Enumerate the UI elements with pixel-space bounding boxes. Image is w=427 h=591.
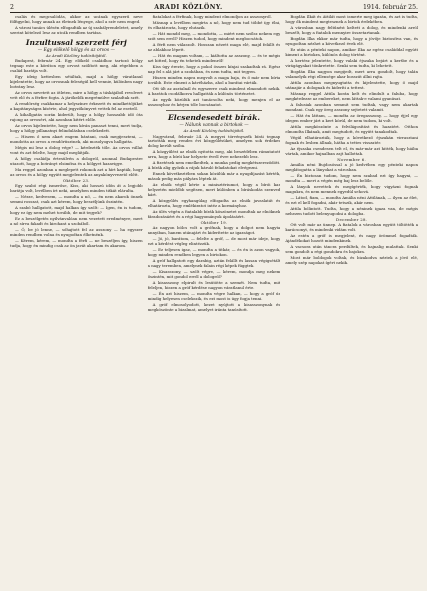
- paragraph: fiatalokat a férfinak, hogy mindent elmondjon az asszonyról.: [152, 15, 272, 19]
- page-number: 2: [10, 4, 14, 11]
- paragraph: Egy ideig kettesben sétáltak, majd a hölgy váratlanul kijelentette, hogy az orvosnak feleségül kell vennie, különben nagy botrány lesz.: [10, 74, 143, 89]
- col2-top-text: [148, 15, 281, 108]
- newspaper-title: ARADI KÖZLÖNY.: [154, 4, 223, 11]
- paragraph: Másnap a levélben megírta a nő, hogy nem tud többé így élni, és elhatározta, hogy elutazik.: [147, 20, 281, 30]
- section-dateline: Október 19.: [200, 220, 228, 225]
- paragraph: Bogdán Ilka ekkor már tudta, hogy a jövője biztosítva van, és nyugodtan nézhet a következő évek elé.: [285, 36, 418, 46]
- paragraph: Most már boldogok voltak, és bizakodva néztek a jövő elé, amely szép napokat ígért nekik.: [285, 255, 418, 265]
- paragraph: A közgyűlést az elnök nyitotta meg, aki beszédében rámutatott arra, hogy a bírói kar helyzete évről évre nehezebb lesz.: [147, 149, 281, 159]
- paragraph: A falusiak azonban semmit sem tudtak, vagy nem akartak mondani. Csak egy öreg asszony sejtetett valamit.: [285, 102, 418, 112]
- paragraph: csalás és megcsalódás, akkor az ucának egyszerű neve fölfigyelni, hogy annak az életnek lényege, ahol a szív nem enged.: [10, 15, 143, 24]
- serial-story-text: [285, 15, 418, 157]
- paragraph: Az orvos kijelentette, hogy nem kíván panaszt tenni, mert tudja, hogy a hölgy pillanatnyi felindulásban cselekedett.: [10, 122, 143, 133]
- paragraph: Az orvos nevetett az ötleten, mire a hölgy a táskájából revolvert vett elő és a férfire fogta. A járókelők megrémülve szaladtak szét.: [10, 89, 143, 100]
- article-byline: Az Aradi Közlöny tudósítójától.: [45, 52, 107, 58]
- paragraph: Ma reggel azonban a meglepett rokonok azt a hírt kapták, hogy az orvos és a hölgy együtt megjelentek az anyakönyvvezető előtt.: [10, 166, 143, 177]
- paragraph: Attila azonban megnyugtatta és kijelentette, hogy ő majd utánajár a dolognak és kideríti a tettest.: [285, 80, 418, 90]
- paragraph: A lányok nevettek és megígérték, hogy vigyázni fognak magukra, és nem mennek egyedül sehová.: [285, 184, 418, 194]
- paragraph: A fizetések nem emelkedtek, a munka pedig megkétszereződött. A bírák alig győzik a rájuk háruló feladatokat elvégezni.: [147, 160, 281, 170]
- serial-story-text: [285, 163, 418, 217]
- column-1: [10, 15, 143, 585]
- paragraph: Ennek következtében sokan közülük már a nyugdíjazást kérték, mások pedig más pályára léptek át.: [147, 171, 281, 181]
- paragraph: Attila megköszönte a felvilágosítást és hazatért. Otthon elmondta Ilkának, amit megtudott, és együtt tanakodtak.: [285, 124, 418, 134]
- article-subheadline: — Nálunk vannak a birtokok —: [179, 122, 249, 128]
- paragraph: Az estén a gróf is megjelent, és nagy örömmel fogadták. Ajándékokat hozott mindenkinek.: [285, 233, 418, 243]
- paragraph: A közgyűlés egyhangúlag elfogadta az elnök javaslatát és elhatározta, hogy emlékiratot intéz a kormányhoz.: [147, 198, 281, 208]
- paragraph: Az elnök végül kérte a minisztériumot, hogy a bírói kar helyzetén mielőbb segítsen, mert különben a bíráskodás szenved kárt.: [147, 182, 281, 197]
- paragraph: A szabó hallgatott, majd halkan így szólt: — Igen, én is tudom, hogy ez így nem mehet tovább, de mit tegyek?: [10, 204, 143, 215]
- paragraph: Végül elhatározták, hogy a következő éjszakán virrasztani fognak és lesben állnak, hátha a tettes visszatér.: [285, 135, 418, 145]
- section-dateline: Október 23.: [62, 177, 90, 183]
- columns: [10, 15, 418, 585]
- section-dateline: December 28.: [336, 217, 368, 222]
- paragraph: A hölgy családja értesülvén a dologról, azonnal Budapestre utazott, hogy a botrányt elsimítsa és a hölgyet hazavigye.: [10, 155, 143, 166]
- paragraph: Ez a beszélgetés nyilvánvalóan nem vezetett eredményre, mert a nő sírva fakadt és kirohant a szobából.: [10, 215, 143, 226]
- article-headline: Inzultussal szerzett férj: [25, 37, 127, 47]
- paragraph: — Ez teljesen igaz, — mondta a titkár, — és én is azon vagyok, hogy minden rendben legyen a birtokon.: [147, 247, 281, 257]
- column-3: [285, 15, 418, 585]
- article-subheadline: — Egy előkelő hölgy és az orvos —: [37, 47, 115, 53]
- article-continuation: [10, 184, 143, 249]
- section-dateline: November 6.: [337, 157, 367, 162]
- paragraph: Ott ült az asztalnál és egyszerre csak mindent elmondott nekik. A barátok csodálkozva hallgatták a különös történetet.: [147, 86, 281, 96]
- paragraph: A városi tanács ülésén elfogadták az új szabályrendeletet, amely szerint kötelező lesz az utcák rendben tartása.: [10, 25, 143, 35]
- paragraph: Nagyvárad, február 24. A megyei törvényszék bírái tegnap tartották meg rendes évi közgyűlésüket, amelyen sok érdekes dolog került szóba.: [147, 133, 281, 148]
- paragraph: Másnap reggel Attila korán kelt és elindult a faluba, hogy megkérdezze az embereket, nem láttak-e valami gyanúsat.: [285, 91, 418, 101]
- paragraph: Bogdán Ilkát és Attilát most ismerte meg igazán, és azt is tudta, hogy ők mindent megtesznek a birtok érdekében.: [285, 15, 418, 24]
- paragraph: — Hát én láttam, — mondta az öregasszony, — hogy éjjel egy idegen ember járt a kert körül, de nem tudom, ki volt.: [285, 113, 418, 123]
- paragraph: Ott volt már az ünnep. A fiatalok a városban együtt töltötték a karácsonyt, és mindenki vidám volt.: [285, 222, 418, 232]
- paragraph: — Hát én magam voltam, — kiáltotta az asszony, — és te mégis azt hitted, hogy én tehetek mindenről!: [147, 53, 281, 63]
- paragraph: — Hiszen ő nem akart engem bántani, csak megijeszteni, — mondotta az orvos a rendőrtisztnek, aki mosolyogva hallgatta.: [10, 133, 143, 144]
- paragraph: Amália néni Bujdosóssal a jó kedvében egy pénteki napon meglátogatta a lányokat a városban.: [285, 162, 418, 172]
- article-body: [10, 59, 143, 177]
- paragraph: A rendőrség csakhamar a helyszínre érkezett és mindkettőjüket a kapitányságra kísérte, ahol jegyzőkönyvet vettek fel az esetről.: [10, 100, 143, 111]
- divider: [166, 110, 263, 111]
- paragraph: Hiszen minden napra megvolt a maga baja, és ő már nem bírta tovább. Este elment a kávéházba, ahol a barátai várták.: [147, 75, 281, 85]
- paragraph: — Kisasszony, — szólt végre, — kérem, mondja meg nekem őszintén, mit gondol erről a dologról?: [147, 269, 281, 279]
- paragraph: — Én azt hiszem, — mondta végre halkan, — hogy a gróf úr mindig helyesen cselekszik, és ezt most is úgy fogja tenni.: [147, 291, 281, 301]
- paragraph: A vacsora után táncra perdültek, és hajnalig mulattak. Senki sem gondolt a régi gondokra és bajokra.: [285, 244, 418, 254]
- paragraph: Kiss úgy érezte, hogy a pokol összes kínjai szakadtak rá. Egész nap fel s alá járt a szobában, és nem tudta, mit tegyen.: [147, 64, 281, 74]
- paragraph: — Kérem, kérem, — mondta a férfi — ne beszéljen így, hiszen tudja, hogy én mindig csak az ön javát akartam és akarom.: [10, 237, 143, 248]
- paragraph: Az egyik közülük azt tanácsolta neki, hogy menjen el az asszonyhoz és kérjen tőle bocsánatot.: [147, 97, 281, 107]
- paragraph: — Jó, jó, barátom, — felelte a gróf, — de most már ideje, hogy ezt a kérdést végleg elintézzük.: [147, 236, 281, 246]
- paragraph: A férfi nem válaszolt. Hosszan nézett maga elé, majd felállt és az ablakhoz lépett.: [147, 42, 281, 52]
- paragraph: A gróf hallgatott egy darabig, aztán felállt és lassan végigsétált a nagy teremben, amelynek falain régi képek függtek.: [147, 258, 281, 268]
- paragraph: Mégis mi lesz a dolog vége? — kérdezték tőle. Az orvos vállat vont és azt felelte, hogy majd meglátják.: [10, 144, 143, 155]
- article-body: [148, 135, 281, 220]
- paragraph: Ez után a pénteki napon, amikor Ilka az egész családdal együtt kiment a birtokra, különös dolog történt.: [285, 47, 418, 57]
- paragraph: A kertész jelentette, hogy valaki éjszaka bejárt a kertbe és a virágágyakat tönkretette. Senki sem tudta, ki lehetett.: [285, 58, 418, 68]
- paragraph: — Én biztosan tudom, hogy nem szabad ezt így hagyni, — mondta — mert a végén még baj lesz belőle.: [285, 173, 418, 183]
- paragraph: Az ülés végén a fiatalabb bírák köszönetet mondtak az elnöknek fáradozásáért és a régi hagyományok ápolásáért.: [147, 209, 281, 219]
- paragraph: Bogdán Ilka nagyon megijedt, mert arra gondolt, hogy talán valamelyik régi ellensége akar bosszút állni rajta.: [285, 69, 418, 79]
- paragraph: — Hát mondd meg, — mondotta, — miért nem szólsz nekem egy szót sem erről? Hiszen tudod, hogy mindent megbocsátok.: [147, 31, 281, 41]
- paragraph: Attila bólintott. Tudta, hogy a néninek igaza van, de mégis nehezen tudott belenyugodni a dologba.: [285, 206, 418, 216]
- col1-top-text: [10, 15, 143, 36]
- paragraph: Az nagyon bölcs volt a grófnak, hogy a dolgot nem hagyta annyiban, hanem utánajárt és kiderítette az igazságot.: [147, 225, 281, 235]
- paragraph: Egy szabó régi ismerőse, Kiss, aki hosszú időn át a legjobb barátja volt, levélben írt neki, amelyben minden titkát elárulta.: [10, 182, 143, 193]
- paragraph: — Ó, be jó lenne, — sóhajtott fel az asszony — ha egyszer minden rendben volna és nyugodtan élhetnénk.: [10, 226, 143, 237]
- serial-story-text: [285, 223, 418, 266]
- page-header: [10, 4, 418, 13]
- article-byline: Az Aradi Közlöny tudósítójától.: [183, 127, 245, 133]
- paragraph: Budapest, február 24. Egy előkelő családhoz tartozó hölgy tegnap este a körúton egy orvost szólított meg, aki régebben a család barátja volt.: [10, 58, 143, 73]
- paragraph: A városban nagy feltűnést keltett a dolog, és mindenki arról beszélt, hogy a fiatalok mennyire összetartanak.: [285, 25, 418, 35]
- article-continuation: [148, 226, 281, 313]
- issue-date: 1914. február 25.: [362, 4, 418, 11]
- paragraph: — Látod, fiam, — mondta Amália néni Attilának, — ilyen az élet, és ezt el kell fogadni, akár tetszik, akár nem.: [285, 195, 418, 205]
- paragraph: Az éjszaka csendesen telt el, és már-már azt hitték, hogy hiába vártak, amikor hajnalban zajt hallottak.: [285, 146, 418, 156]
- paragraph: A gróf elmosolyodott, kezet nyújtott a kisasszonynak és megköszönte a bizalmat, amelyet iránta tanúsított.: [147, 302, 281, 312]
- paragraph: A kisasszony elpirult és lesütötte a szemét. Nem tudta, mit feleljen, hiszen a gróf kérdése nagyon váratlanul érte.: [147, 280, 281, 290]
- paragraph: A kihallgatás során kiderült, hogy a hölgy hosszabb idő óta rajong az orvosért, aki azonban kitért előle.: [10, 111, 143, 122]
- paragraph: — Nézze, kedvesem, — mondta a nő, — én nem akarok önnek semmi rosszat, csak azt kérem, hogy beszéljünk őszintén.: [10, 193, 143, 204]
- article-headline: Elcsendesedett bírák.: [168, 112, 260, 122]
- column-2: [148, 15, 281, 585]
